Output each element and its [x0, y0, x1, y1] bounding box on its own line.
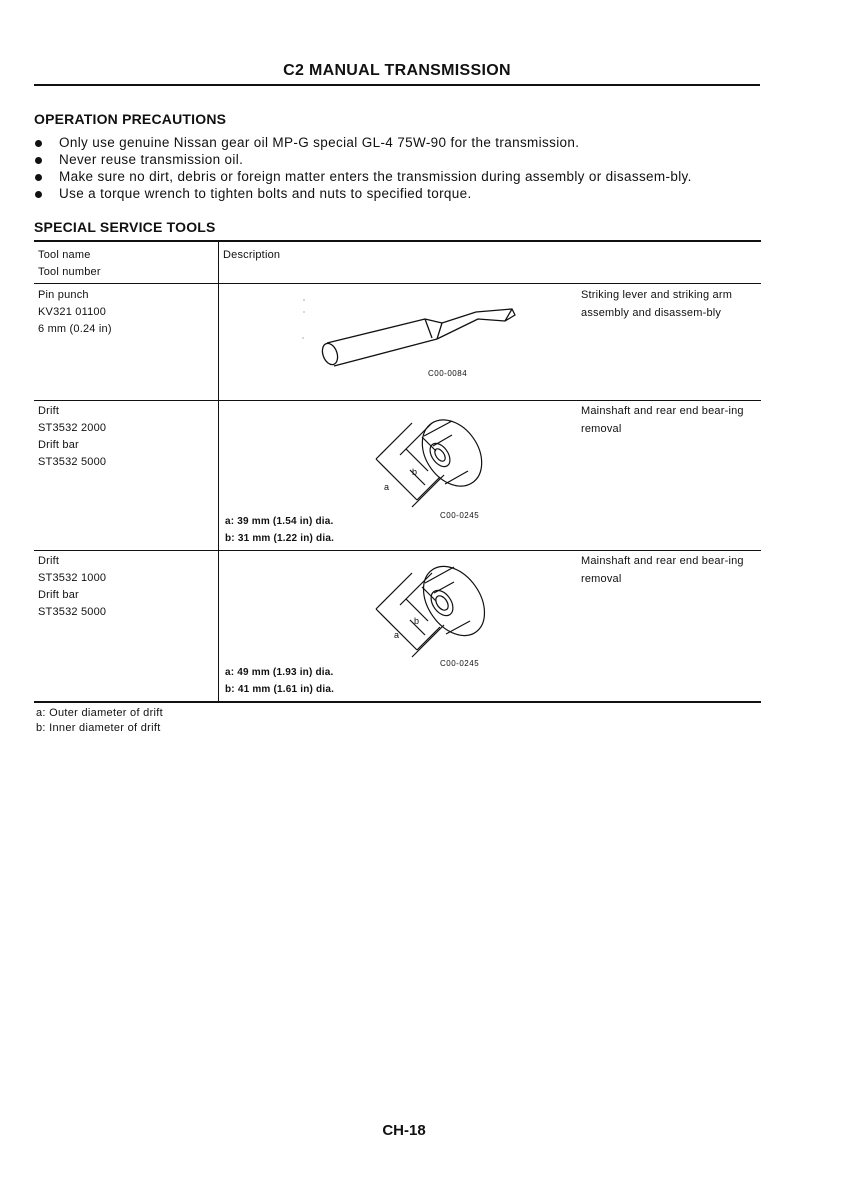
figure-code: C00-0245 [440, 659, 480, 668]
tool-number-line: ST3532 2000 [38, 422, 107, 434]
title-divider [34, 84, 760, 86]
dimension-label-a: a [384, 482, 390, 492]
table-row-tool-name [38, 287, 112, 338]
tools-heading: SPECIAL SERVICE TOOLS [34, 219, 216, 235]
tool-name-line: Drift bar [38, 589, 79, 601]
table-header-rule [34, 283, 761, 284]
page-title: C2 MANUAL TRANSMISSION [283, 62, 511, 79]
precaution-item: Only use genuine Nissan gear oil MP-G special GL-4 75W-90 for the transmission. [34, 134, 760, 151]
tool-description: Striking lever and striking arm assembly and disassem-bly [581, 289, 733, 319]
precautions-heading: OPERATION PRECAUTIONS [34, 111, 227, 127]
tool-name-line: Pin punch [38, 289, 89, 301]
page-number: CH-18 [382, 1122, 426, 1139]
tool-name-line: Drift [38, 555, 60, 567]
dimension-label-a: a [394, 630, 400, 640]
pin-punch-icon [300, 295, 530, 385]
dimension-label-b: b [414, 616, 420, 626]
table-bottom-rule [34, 701, 761, 703]
dimension-notes [225, 664, 334, 698]
table-row-rule [34, 400, 761, 401]
column-header-description: Description [223, 249, 281, 261]
footnote: a: Outer diameter of drift [36, 707, 164, 719]
dimension-b: b: 31 mm (1.22 in) dia. [225, 533, 335, 544]
table-row-tool-name [38, 553, 106, 621]
tool-description: Mainshaft and rear end bear-ing removal [581, 555, 744, 585]
column-header-tool-number: Tool number [38, 266, 101, 278]
precautions-list [34, 134, 760, 202]
tool-name-line: Drift [38, 405, 60, 417]
dimension-label-b: b [412, 467, 418, 477]
table-column-divider [218, 242, 219, 702]
footnote: b: Inner diameter of drift [36, 722, 161, 734]
dimension-a: a: 49 mm (1.93 in) dia. [225, 667, 334, 678]
table-footnotes [36, 706, 163, 736]
figure-code: C00-0245 [440, 511, 480, 520]
table-row-tool-name [38, 403, 106, 471]
tool-size-line: 6 mm (0.24 in) [38, 323, 112, 335]
tool-number-line: ST3532 1000 [38, 572, 107, 584]
dimension-a: a: 39 mm (1.54 in) dia. [225, 516, 334, 527]
table-row-rule [34, 550, 761, 551]
tool-number-line: ST3532 5000 [38, 456, 107, 468]
column-header-tool [38, 247, 101, 281]
column-header-tool-name: Tool name [38, 249, 91, 261]
dimension-b: b: 41 mm (1.61 in) dia. [225, 684, 335, 695]
precaution-item: Make sure no dirt, debris or foreign matter enters the transmission during assembly or disassem-bly. [34, 168, 760, 185]
drift-icon [370, 553, 500, 668]
tool-description: Mainshaft and rear end bear-ing removal [581, 405, 744, 435]
precaution-item: Use a torque wrench to tighten bolts and nuts to specified torque. [34, 185, 760, 202]
dimension-notes [225, 513, 334, 547]
figure-code: C00-0084 [428, 369, 468, 378]
tool-name-line: Drift bar [38, 439, 79, 451]
table-top-rule [34, 240, 761, 242]
tool-number-line: KV321 01100 [38, 306, 107, 318]
drift-icon [370, 405, 500, 520]
precaution-item: Never reuse transmission oil. [34, 151, 760, 168]
tool-number-line: ST3532 5000 [38, 606, 107, 618]
